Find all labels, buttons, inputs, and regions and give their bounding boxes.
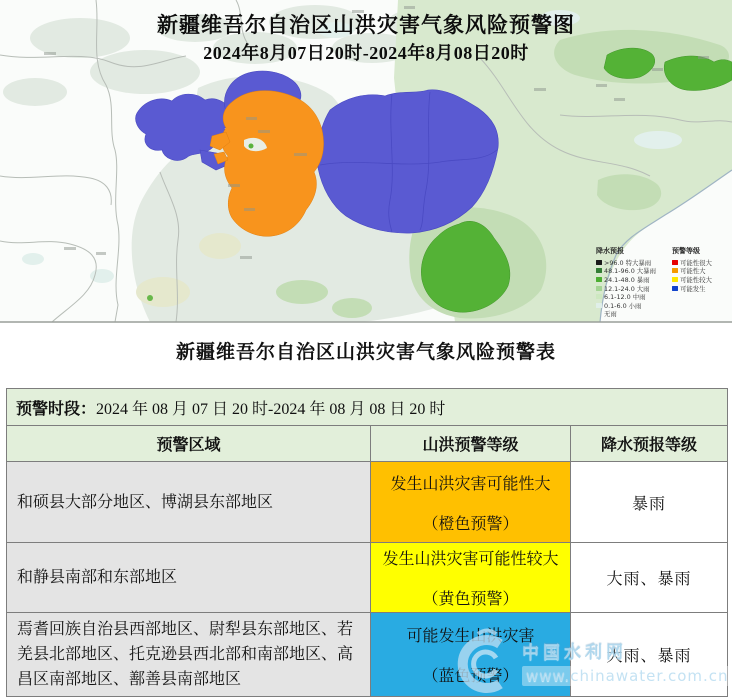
level-cell-orange [371,462,571,543]
legend-label: 可能性大 [680,267,706,276]
warning-table [6,388,728,697]
region-cell: 和静县南部和东部地区 [7,543,371,613]
level-line1: 发生山洪灾害可能性较大 [382,551,559,568]
map-subtitle: 2024年8月07日20时-2024年8月08日20时 [203,43,529,63]
period-cell [7,389,728,426]
region-cell: 焉耆回族自治县西部地区、尉犁县东部地区、若羌县北部地区、托克逊县西北部和南部地区、高昌区南部地区、鄯善县南部地区 [7,613,371,697]
legend-swatch [672,268,678,273]
table-row [7,462,728,543]
level-line1: 可能发生山洪灾害 [406,628,535,645]
map-legend [596,246,728,318]
legend-label: 无雨 [604,310,617,319]
legend-label: >96.0 特大暴雨 [604,258,652,267]
table-row [7,543,728,613]
legend-label: 48.1-96.0 大暴雨 [604,267,656,276]
legend-warning-title: 预警等级 [672,247,700,255]
legend-label: 0.1-6.0 小雨 [604,301,642,310]
legend-item [596,267,665,276]
legend-label: 12.1-24.0 大雨 [604,284,650,293]
period-value: 2024 年 08 月 07 日 20 时-2024 年 08 月 08 日 20 时 [96,400,446,418]
basin-green-speck [249,144,254,149]
legend-swatch [672,277,678,282]
table-header-row [7,426,728,462]
period-label: 预警时段： [16,400,97,418]
level-line1: 发生山洪灾害可能性大 [390,475,551,493]
precip-cell: 大雨、暴雨 [571,543,728,613]
level-cell-yellow [371,543,571,613]
legend-label: 24.1-48.0 暴雨 [604,275,650,284]
table-title: 新疆维吾尔自治区山洪灾害气象风险预警表 [175,342,556,363]
legend-item [672,275,728,284]
legend-item [596,310,665,319]
legend-item [672,258,728,267]
legend-warning-column [672,246,728,318]
legend-label: 可能性很大 [680,258,712,267]
legend-precip-column [596,246,665,318]
level-line2: （蓝色预警） [422,668,519,685]
precip-cell: 暴雨 [571,462,728,543]
legend-label: 可能性较大 [680,275,712,284]
legend-swatch [596,260,602,265]
legend-swatch [596,277,602,282]
legend-swatch [596,268,602,273]
legend-label: 可能发生 [680,284,706,293]
legend-swatch [596,286,602,291]
region-cell: 和硕县大部分地区、博湖县东部地区 [7,462,371,543]
warning-map [0,0,732,323]
table-row [7,613,728,697]
map-title: 新疆维吾尔自治区山洪灾害气象风险预警图 [157,13,575,37]
legend-precip-title: 降水预报 [596,247,624,255]
legend-item [672,267,728,276]
legend-swatch [596,303,602,308]
legend-item [596,275,665,284]
header-precip-level: 降水预报等级 [571,426,728,462]
legend-swatch [596,294,602,299]
header-flood-level: 山洪预警等级 [371,426,571,462]
legend-swatch [672,260,678,265]
level-line2: （橙色预警） [422,515,519,533]
level-line2: （黄色预警） [422,591,519,608]
legend-item [596,284,665,293]
legend-item [596,258,665,267]
legend-swatch [672,286,678,291]
legend-item [596,301,665,310]
legend-item [596,292,665,301]
precip-cell: 大雨、暴雨 [571,613,728,697]
header-region: 预警区域 [7,426,371,462]
table-period-row [7,389,728,426]
legend-item [672,284,728,293]
legend-swatch [596,311,602,316]
watermark-site-name: 中国水利网 [522,643,627,663]
watermark-url: www.chinawater.com.cn [522,666,732,686]
legend-label: 6.1-12.0 中雨 [604,293,646,302]
level-cell-blue [371,613,571,697]
